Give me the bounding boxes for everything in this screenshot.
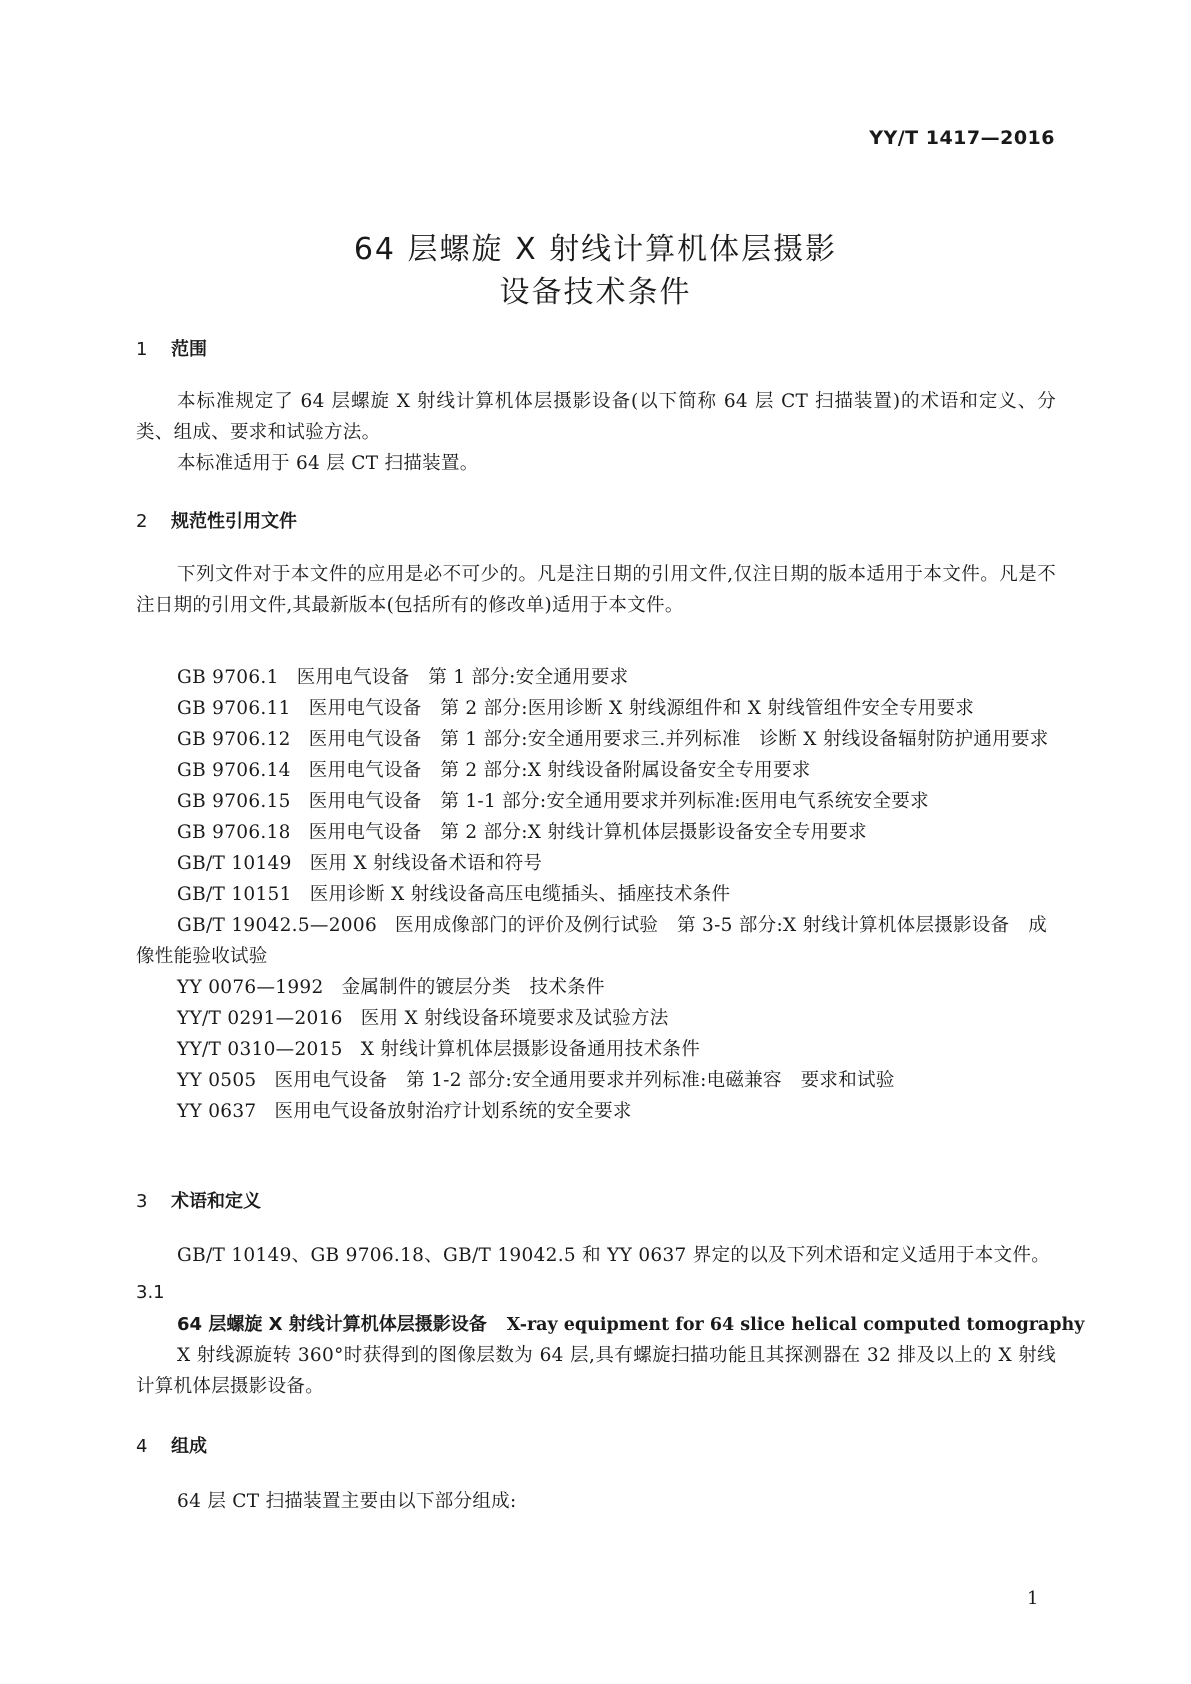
reference-code: GB/T 10151 bbox=[177, 884, 292, 905]
reference-item bbox=[136, 693, 1056, 724]
reference-item bbox=[136, 662, 1056, 693]
reference-title: 医用诊断 X 射线设备高压电缆插头、插座技术条件 bbox=[309, 884, 731, 905]
reference-code: YY/T 0310—2015 bbox=[177, 1039, 343, 1060]
section-heading-terms bbox=[136, 1187, 261, 1213]
reference-item bbox=[136, 786, 1056, 817]
reference-title: 医用电气设备 第 1 部分:安全通用要求三.并列标准 诊断 X 射线设备辐射防护通用要求 bbox=[308, 729, 1049, 750]
references-intro: 下列文件对于本文件的应用是必不可少的。凡是注日期的引用文件,仅注日期的版本适用于本文件。凡是不注日期的引用文件,其最新版本(包括所有的修改单)适用于本文件。 bbox=[136, 564, 1056, 616]
terms-intro: GB/T 10149、GB 9706.18、GB/T 19042.5 和 YY 0637 界定的以及下列术语和定义适用于本文件。 bbox=[177, 1245, 1050, 1266]
reference-item bbox=[136, 817, 1056, 848]
term-title-zh: 64 层螺旋 X 射线计算机体层摄影设备 bbox=[177, 1314, 487, 1335]
reference-title: 医用成像部门的评价及例行试验 第 3-5 部分:X 射线计算机体层摄影设备 成像性能验收试验 bbox=[136, 915, 1048, 967]
reference-item bbox=[136, 724, 1056, 755]
section-number: 4 bbox=[136, 1436, 148, 1457]
reference-code: GB 9706.1 bbox=[177, 667, 279, 688]
reference-code: YY 0505 bbox=[177, 1070, 257, 1091]
section-number: 2 bbox=[136, 511, 148, 532]
reference-item bbox=[136, 972, 1056, 1003]
section-heading-references bbox=[136, 507, 297, 533]
section-number: 3 bbox=[136, 1191, 148, 1212]
reference-title: X 射线计算机体层摄影设备通用技术条件 bbox=[360, 1039, 701, 1060]
reference-title: 医用电气设备 第 1 部分:安全通用要求 bbox=[296, 667, 629, 688]
composition-intro: 64 层 CT 扫描装置主要由以下部分组成: bbox=[177, 1491, 517, 1512]
reference-title: 医用电气设备 第 1-2 部分:安全通用要求并列标准:电磁兼容 要求和试验 bbox=[274, 1070, 895, 1091]
reference-item bbox=[136, 1096, 1056, 1127]
reference-item bbox=[136, 910, 1056, 972]
reference-item bbox=[136, 879, 1056, 910]
reference-code: GB 9706.14 bbox=[177, 760, 291, 781]
section-title: 范围 bbox=[171, 339, 207, 360]
reference-item bbox=[136, 848, 1056, 879]
reference-code: GB/T 19042.5—2006 bbox=[177, 915, 378, 936]
reference-code: GB/T 10149 bbox=[177, 853, 292, 874]
reference-code: GB 9706.18 bbox=[177, 822, 291, 843]
scope-paragraph-1: 本标准规定了 64 层螺旋 X 射线计算机体层摄影设备(以下简称 64 层 CT 扫描装置)的术语和定义、分类、组成、要求和试验方法。 bbox=[136, 391, 1056, 443]
term-definition: X 射线源旋转 360°时获得到的图像层数为 64 层,具有螺旋扫描功能且其探测器在 32 排及以上的 X 射线计算机体层摄影设备。 bbox=[136, 1345, 1056, 1397]
title-line-1: 64 层螺旋 X 射线计算机体层摄影 bbox=[353, 232, 838, 267]
section-title: 组成 bbox=[171, 1436, 207, 1457]
scope-paragraph-2: 本标准适用于 64 层 CT 扫描装置。 bbox=[177, 453, 479, 474]
reference-title: 医用电气设备 第 2 部分:X 射线计算机体层摄影设备安全专用要求 bbox=[308, 822, 867, 843]
reference-item bbox=[136, 1065, 1056, 1096]
reference-item bbox=[136, 755, 1056, 786]
reference-title: 医用 X 射线设备环境要求及试验方法 bbox=[360, 1008, 669, 1029]
reference-code: GB 9706.12 bbox=[177, 729, 291, 750]
reference-title: 医用电气设备 第 2 部分:X 射线设备附属设备安全专用要求 bbox=[308, 760, 811, 781]
term-number: 3.1 bbox=[136, 1282, 165, 1303]
document-title bbox=[0, 228, 1191, 314]
section-title: 术语和定义 bbox=[171, 1191, 261, 1212]
term-title-en: X-ray equipment for 64 slice helical computed tomography bbox=[506, 1315, 1085, 1335]
reference-title: 医用电气设备 第 2 部分:医用诊断 X 射线源组件和 X 射线管组件安全专用要求 bbox=[308, 698, 975, 719]
section-title: 规范性引用文件 bbox=[171, 511, 297, 532]
reference-title: 医用 X 射线设备术语和符号 bbox=[309, 853, 543, 874]
section-heading-scope bbox=[136, 335, 207, 361]
reference-code: YY 0076—1992 bbox=[177, 977, 324, 998]
title-line-2: 设备技术条件 bbox=[499, 275, 692, 310]
reference-code: YY/T 0291—2016 bbox=[177, 1008, 343, 1029]
section-number: 1 bbox=[136, 339, 148, 360]
reference-list bbox=[136, 662, 1056, 1127]
reference-title: 医用电气设备放射治疗计划系统的安全要求 bbox=[274, 1101, 632, 1122]
reference-item bbox=[136, 1034, 1056, 1065]
reference-title: 医用电气设备 第 1-1 部分:安全通用要求并列标准:医用电气系统安全要求 bbox=[308, 791, 929, 812]
reference-code: GB 9706.15 bbox=[177, 791, 291, 812]
reference-title: 金属制件的镀层分类 技术条件 bbox=[341, 977, 605, 998]
reference-code: GB 9706.11 bbox=[177, 698, 291, 719]
section-heading-composition bbox=[136, 1432, 207, 1458]
term-title bbox=[177, 1310, 1085, 1336]
document-number: YY/T 1417—2016 bbox=[869, 127, 1055, 149]
page-number: 1 bbox=[1027, 1588, 1039, 1609]
reference-item bbox=[136, 1003, 1056, 1034]
reference-code: YY 0637 bbox=[177, 1101, 257, 1122]
